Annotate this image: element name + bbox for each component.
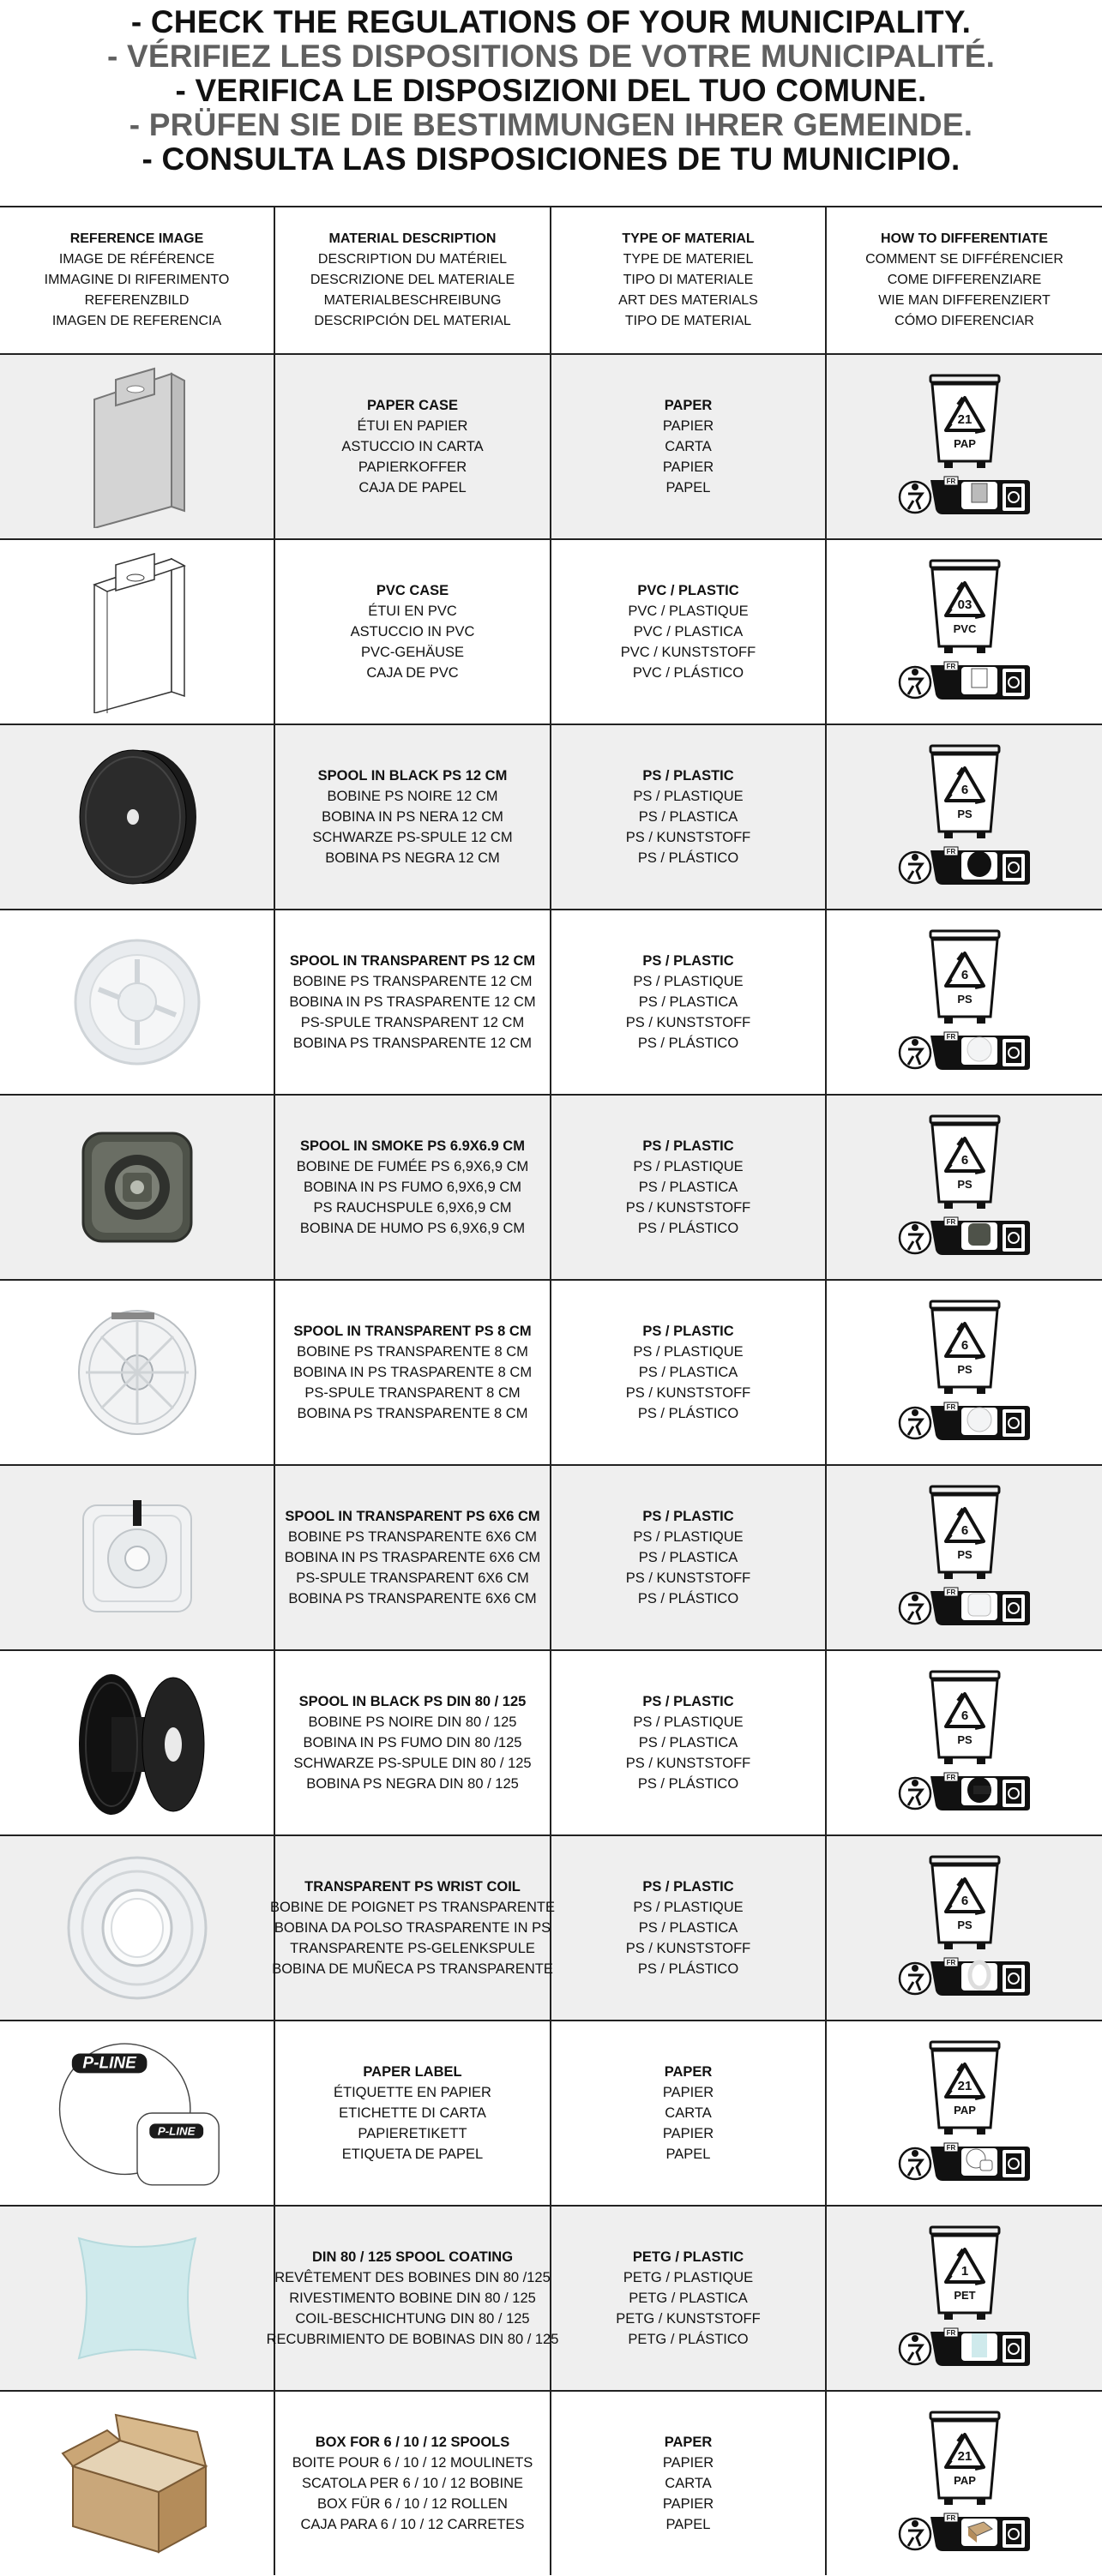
triman-sorting-icon bbox=[896, 1955, 1033, 2003]
material-type-text: PS / PLASTIC bbox=[642, 953, 734, 969]
how-to-differentiate-cell bbox=[827, 2021, 1102, 2205]
recycling-bin-icon bbox=[922, 2224, 1008, 2325]
triman-sorting-icon bbox=[896, 1584, 1033, 1633]
material-type-text: PS / KUNSTSTOFF bbox=[625, 1015, 751, 1030]
material-type-text: PAPER bbox=[664, 2064, 713, 2080]
material-description-cell bbox=[275, 355, 551, 538]
material-type-text: PVC / PLASTICA bbox=[633, 624, 744, 639]
svg-text:21: 21 bbox=[957, 2448, 972, 2464]
table-row bbox=[0, 2205, 1102, 2390]
material-type-text: PETG / PLASTIC bbox=[632, 2249, 744, 2265]
material-description-text: BOBINA DE HUMO PS 6,9X6,9 CM bbox=[299, 1221, 526, 1236]
material-type-text: PS / PLASTICA bbox=[638, 1735, 738, 1750]
material-type-text: PS / PLASTIQUE bbox=[633, 789, 744, 804]
material-description-cell bbox=[266, 2207, 559, 2390]
spool-coating-image bbox=[51, 2213, 223, 2384]
material-description-text: RIVESTIMENTO BOBINE DIN 80 / 125 bbox=[289, 2291, 536, 2306]
triman-sorting-icon bbox=[896, 1399, 1033, 1448]
paper-case-image bbox=[51, 361, 223, 532]
header-material-description bbox=[275, 207, 551, 353]
reference-image-cell bbox=[0, 355, 275, 538]
material-type-text: PS / PLASTIQUE bbox=[633, 1344, 744, 1360]
svg-text:6: 6 bbox=[960, 1522, 968, 1538]
reference-image-cell bbox=[0, 1651, 275, 1834]
material-type-text: PS / PLASTICA bbox=[638, 1180, 738, 1195]
header-text: TYPE DE MATERIEL bbox=[623, 252, 754, 267]
svg-text:FR: FR bbox=[946, 2143, 955, 2152]
recycling-bin-icon bbox=[922, 557, 1008, 658]
material-description-text: SPOOL IN BLACK PS DIN 80 / 125 bbox=[298, 1694, 527, 1709]
material-type-text: PAPIER bbox=[662, 2085, 714, 2100]
recycling-bin-icon bbox=[922, 1298, 1008, 1399]
material-type-text: PAPIER bbox=[662, 2455, 714, 2471]
material-type-cell bbox=[551, 725, 827, 909]
material-type-text: PS / PLASTIQUE bbox=[633, 1900, 744, 1915]
table-row bbox=[0, 909, 1102, 1094]
banner-line-it: - VERIFICA LE DISPOSIZIONI DEL TUO COMUNE. bbox=[175, 73, 927, 108]
triman-sorting-icon bbox=[896, 1029, 1033, 1078]
svg-text:PS: PS bbox=[956, 807, 973, 820]
material-description-text: BOBINA PS NEGRA DIN 80 / 125 bbox=[306, 1776, 519, 1792]
table-row bbox=[0, 2020, 1102, 2205]
material-description-text: BOBINA IN PS FUMO DIN 80 /125 bbox=[303, 1735, 522, 1750]
header-text: TYPE OF MATERIAL bbox=[622, 231, 755, 246]
material-description-text: DIN 80 / 125 SPOOL COATING bbox=[311, 2249, 514, 2265]
svg-text:FR: FR bbox=[946, 1032, 955, 1041]
svg-text:PAP: PAP bbox=[953, 2103, 976, 2117]
reference-image-cell bbox=[0, 1096, 275, 1279]
material-type-text: PS / PLÁSTICO bbox=[637, 1036, 739, 1051]
material-type-text: PAPEL bbox=[665, 2517, 711, 2532]
reference-image-cell bbox=[0, 540, 275, 724]
warning-banner bbox=[0, 0, 1102, 206]
svg-text:6: 6 bbox=[960, 1337, 968, 1353]
material-type-text: PS / PLASTIC bbox=[642, 1509, 734, 1524]
material-type-text: PS / PLÁSTICO bbox=[637, 1221, 739, 1236]
material-type-text: PAPIER bbox=[662, 2126, 714, 2141]
how-to-differentiate-cell bbox=[827, 540, 1102, 724]
material-type-text: PS / PLÁSTICO bbox=[637, 1776, 739, 1792]
recycling-bin-icon bbox=[922, 928, 1008, 1029]
material-description-cell bbox=[275, 2392, 551, 2575]
material-description-text: BOBINE DE FUMÉE PS 6,9X6,9 CM bbox=[296, 1159, 529, 1174]
svg-text:FR: FR bbox=[946, 662, 955, 670]
header-text: MATERIAL DESCRIPTION bbox=[328, 231, 497, 246]
material-description-text: PS-SPULE TRANSPARENT 8 CM bbox=[304, 1385, 521, 1401]
svg-text:PS: PS bbox=[956, 1547, 973, 1561]
material-type-text: PS / PLASTIQUE bbox=[633, 1529, 744, 1545]
material-type-text: PS / PLASTIC bbox=[642, 1324, 734, 1339]
svg-text:FR: FR bbox=[946, 1402, 955, 1411]
material-type-cell bbox=[551, 1096, 827, 1279]
material-type-text: PAPIER bbox=[662, 418, 714, 434]
recycling-table bbox=[0, 206, 1102, 2575]
header-how-to-differentiate bbox=[827, 207, 1102, 353]
material-description-text: PAPER CASE bbox=[366, 398, 459, 413]
recycling-bin-icon bbox=[922, 1483, 1008, 1584]
svg-text:6: 6 bbox=[960, 1893, 968, 1908]
header-text: DESCRIPTION DU MATÉRIEL bbox=[317, 252, 508, 267]
material-type-cell bbox=[551, 1281, 827, 1464]
svg-text:FR: FR bbox=[946, 477, 955, 485]
material-type-text: PS / KUNSTSTOFF bbox=[625, 830, 751, 845]
triman-sorting-icon bbox=[896, 844, 1033, 892]
svg-text:PAP: PAP bbox=[953, 436, 976, 450]
header-reference-image bbox=[0, 207, 275, 353]
how-to-differentiate-cell bbox=[827, 1466, 1102, 1649]
svg-text:P-LINE: P-LINE bbox=[157, 2124, 196, 2138]
material-type-text: PS / PLÁSTICO bbox=[637, 1406, 739, 1421]
material-type-text: PS / KUNSTSTOFF bbox=[625, 1200, 751, 1216]
recycling-bin-icon bbox=[922, 1113, 1008, 1214]
how-to-differentiate-cell bbox=[827, 1651, 1102, 1834]
material-description-text: BOBINA PS NEGRA 12 CM bbox=[325, 850, 500, 866]
material-description-text: ETIQUETA DE PAPEL bbox=[341, 2147, 484, 2162]
header-text: IMAGEN DE REFERENCIA bbox=[51, 314, 222, 328]
svg-text:FR: FR bbox=[946, 2513, 955, 2522]
triman-sorting-icon bbox=[896, 1769, 1033, 1818]
material-type-text: PS / PLASTIC bbox=[642, 1879, 734, 1894]
material-type-text: PAPEL bbox=[665, 480, 711, 495]
svg-text:FR: FR bbox=[946, 1958, 955, 1967]
spool-black-image bbox=[51, 731, 223, 903]
spool-transparent-12-image bbox=[51, 916, 223, 1088]
recycling-bin-icon bbox=[922, 742, 1008, 844]
material-type-text: CARTA bbox=[665, 2476, 712, 2491]
material-type-text: PS / PLASTICA bbox=[638, 809, 738, 825]
brand-logo-large bbox=[71, 2053, 147, 2073]
how-to-differentiate-cell bbox=[827, 725, 1102, 909]
material-description-cell bbox=[275, 540, 551, 724]
header-text: DESCRIZIONE DEL MATERIALE bbox=[310, 273, 515, 287]
material-description-cell bbox=[275, 725, 551, 909]
material-type-cell bbox=[551, 2021, 827, 2205]
svg-text:03: 03 bbox=[957, 597, 972, 612]
material-description-text: PAPER LABEL bbox=[363, 2064, 462, 2080]
material-description-text: SCATOLA PER 6 / 10 / 12 BOBINE bbox=[301, 2476, 523, 2491]
triman-sorting-icon bbox=[896, 473, 1033, 522]
svg-text:PS: PS bbox=[956, 992, 973, 1006]
material-description-text: SCHWARZE PS-SPULE DIN 80 / 125 bbox=[293, 1756, 532, 1771]
header-text: COME DIFFERENZIARE bbox=[887, 273, 1042, 287]
material-description-text: BOITE POUR 6 / 10 / 12 MOULINETS bbox=[292, 2455, 533, 2471]
material-description-cell bbox=[275, 1281, 551, 1464]
material-type-text: PAPIER bbox=[662, 459, 714, 475]
table-row bbox=[0, 1834, 1102, 2020]
material-description-text: SPOOL IN TRANSPARENT PS 6X6 CM bbox=[285, 1509, 540, 1524]
material-type-text: PS / KUNSTSTOFF bbox=[625, 1385, 751, 1401]
material-type-cell bbox=[551, 2392, 827, 2575]
banner-line-en: - CHECK THE REGULATIONS OF YOUR MUNICIPALITY. bbox=[130, 4, 972, 39]
material-description-cell bbox=[275, 1096, 551, 1279]
material-type-text: PS / PLASTICA bbox=[638, 1550, 738, 1565]
header-type-of-material bbox=[551, 207, 827, 353]
header-text: COMMENT SE DIFFÉRENCIER bbox=[865, 252, 1063, 267]
paper-label-image bbox=[51, 2027, 223, 2199]
table-row bbox=[0, 1094, 1102, 1279]
spool-smoke-image bbox=[51, 1102, 223, 1273]
material-type-text: PETG / KUNSTSTOFF bbox=[616, 2311, 761, 2327]
svg-text:6: 6 bbox=[960, 782, 968, 797]
material-description-text: BOBINE PS NOIRE 12 CM bbox=[327, 789, 498, 804]
material-description-text: SPOOL IN TRANSPARENT PS 12 CM bbox=[289, 953, 536, 969]
material-description-text: TRANSPARENTE PS-GELENKSPULE bbox=[290, 1941, 535, 1956]
svg-text:1: 1 bbox=[960, 2263, 968, 2279]
banner-line-fr: - VÉRIFIEZ LES DISPOSITIONS DE VOTRE MUNICIPALITÉ. bbox=[106, 39, 996, 74]
reference-image-cell bbox=[0, 1836, 275, 2020]
material-description-text: BOBINA IN PS NERA 12 CM bbox=[322, 809, 503, 825]
material-type-text: PVC / PLÁSTICO bbox=[632, 665, 744, 681]
material-description-text: PS-SPULE TRANSPARENT 6X6 CM bbox=[296, 1570, 529, 1586]
header-text: IMAGE DE RÉFÉRENCE bbox=[58, 252, 215, 267]
material-type-text: PS / PLASTIQUE bbox=[633, 974, 744, 989]
material-description-text: BOBINA PS TRANSPARENTE 8 CM bbox=[297, 1406, 528, 1421]
material-description-text: CAJA DE PVC bbox=[366, 665, 459, 681]
material-type-cell bbox=[551, 540, 827, 724]
spool-transparent-6x6-image bbox=[51, 1472, 223, 1643]
material-type-cell bbox=[551, 355, 827, 538]
material-description-cell bbox=[275, 1651, 551, 1834]
material-description-text: ÉTUI EN PAPIER bbox=[357, 418, 468, 434]
triman-sorting-icon bbox=[896, 2510, 1033, 2559]
svg-text:6: 6 bbox=[960, 967, 968, 982]
material-description-text: CAJA PARA 6 / 10 / 12 CARRETES bbox=[300, 2517, 525, 2532]
material-type-cell bbox=[551, 1466, 827, 1649]
material-description-cell bbox=[275, 910, 551, 1094]
material-description-cell bbox=[275, 1466, 551, 1649]
material-description-text: BOBINA PS TRANSPARENTE 6X6 CM bbox=[288, 1591, 537, 1606]
how-to-differentiate-cell bbox=[827, 2207, 1102, 2390]
material-type-text: CARTA bbox=[665, 439, 712, 454]
header-text: IMMAGINE DI RIFERIMENTO bbox=[44, 273, 230, 287]
material-type-text: PS / KUNSTSTOFF bbox=[625, 1756, 751, 1771]
material-description-text: ETICHETTE DI CARTA bbox=[339, 2105, 486, 2121]
material-description-text: COIL-BESCHICHTUNG DIN 80 / 125 bbox=[295, 2311, 530, 2327]
reference-image-cell bbox=[0, 2392, 275, 2575]
recycling-bin-icon bbox=[922, 1668, 1008, 1769]
table-row bbox=[0, 353, 1102, 538]
spool-din-black-image bbox=[51, 1657, 223, 1828]
how-to-differentiate-cell bbox=[827, 355, 1102, 538]
header-text: ART DES MATERIALS bbox=[618, 293, 758, 308]
material-description-text: BOBINA IN PS TRASPARENTE 12 CM bbox=[289, 994, 536, 1010]
material-description-text: BOX FOR 6 / 10 / 12 SPOOLS bbox=[315, 2435, 510, 2450]
recycling-bin-icon bbox=[922, 2409, 1008, 2510]
material-description-text: TRANSPARENT PS WRIST COIL bbox=[304, 1879, 521, 1894]
material-description-cell bbox=[275, 2021, 551, 2205]
table-row bbox=[0, 1464, 1102, 1649]
material-type-text: PS / PLÁSTICO bbox=[637, 1961, 739, 1977]
material-type-text: PS / PLÁSTICO bbox=[637, 850, 739, 866]
svg-text:PS: PS bbox=[956, 1177, 973, 1191]
header-text: TIPO DE MATERIAL bbox=[624, 314, 752, 328]
material-description-text: SCHWARZE PS-SPULE 12 CM bbox=[312, 830, 513, 845]
wrist-coil-image bbox=[51, 1842, 223, 2014]
material-type-text: PETG / PLÁSTICO bbox=[628, 2332, 749, 2347]
pvc-case-image bbox=[51, 546, 223, 718]
material-description-text: BOBINA IN PS TRASPARENTE 8 CM bbox=[292, 1365, 533, 1380]
brand-logo-small bbox=[149, 2123, 203, 2138]
material-type-text: PS / PLASTIC bbox=[642, 1138, 734, 1154]
material-type-text: PS / PLASTICA bbox=[638, 1920, 738, 1936]
material-description-text: BOBINA DA POLSO TRASPARENTE IN PS bbox=[274, 1920, 551, 1936]
table-header-row bbox=[0, 206, 1102, 353]
svg-text:FR: FR bbox=[946, 1217, 955, 1226]
material-description-text: BOBINA PS TRANSPARENTE 12 CM bbox=[292, 1036, 533, 1051]
material-description-text: BOBINA IN PS TRASPARENTE 6X6 CM bbox=[284, 1550, 541, 1565]
header-text: TIPO DI MATERIALE bbox=[623, 273, 754, 287]
material-type-text: PS / PLASTIQUE bbox=[633, 1159, 744, 1174]
how-to-differentiate-cell bbox=[827, 910, 1102, 1094]
svg-text:PAP: PAP bbox=[953, 2473, 976, 2487]
material-type-text: PETG / PLASTICA bbox=[629, 2291, 748, 2306]
reference-image-cell bbox=[0, 1281, 275, 1464]
reference-image-cell bbox=[0, 725, 275, 909]
svg-text:21: 21 bbox=[957, 411, 972, 427]
svg-text:P-LINE: P-LINE bbox=[81, 2054, 136, 2073]
material-type-cell bbox=[551, 910, 827, 1094]
material-description-text: BOBINA IN PS FUMO 6,9X6,9 CM bbox=[304, 1180, 521, 1195]
table-row bbox=[0, 724, 1102, 909]
material-description-text: BOBINA DE MUÑECA PS TRANSPARENTE bbox=[272, 1961, 553, 1977]
material-type-text: PS / PLASTIC bbox=[642, 1694, 734, 1709]
reference-image-cell bbox=[0, 2207, 275, 2390]
material-type-text: PAPER bbox=[664, 398, 713, 413]
material-description-text: RECUBRIMIENTO DE BOBINAS DIN 80 / 125 bbox=[266, 2332, 559, 2347]
material-type-cell bbox=[551, 1836, 827, 2020]
header-text: DESCRIPCIÓN DEL MATERIAL bbox=[314, 314, 511, 328]
table-row bbox=[0, 1649, 1102, 1834]
material-type-cell bbox=[551, 2207, 827, 2390]
material-description-text: PVC CASE bbox=[376, 583, 449, 598]
box-image bbox=[51, 2398, 223, 2569]
material-type-text: PVC / PLASTIC bbox=[637, 583, 739, 598]
material-description-text: BOBINE PS TRANSPARENTE 12 CM bbox=[292, 974, 533, 989]
reference-image-cell bbox=[0, 910, 275, 1094]
svg-text:6: 6 bbox=[960, 1152, 968, 1168]
banner-line-es: - CONSULTA LAS DISPOSICIONES DE TU MUNICIPIO. bbox=[142, 141, 960, 177]
material-description-text: ASTUCCIO IN CARTA bbox=[341, 439, 484, 454]
material-type-text: PAPER bbox=[664, 2435, 713, 2450]
svg-text:FR: FR bbox=[946, 847, 955, 856]
banner-line-de: - PRÜFEN SIE DIE BESTIMMUNGEN IHRER GEMEINDE. bbox=[129, 107, 973, 142]
material-type-text: CARTA bbox=[665, 2105, 712, 2121]
triman-sorting-icon bbox=[896, 1214, 1033, 1263]
header-text: REFERENZBILD bbox=[84, 293, 190, 308]
svg-text:PVC: PVC bbox=[953, 621, 976, 635]
material-description-text: PAPIERETIKETT bbox=[358, 2126, 467, 2141]
reference-image-cell bbox=[0, 1466, 275, 1649]
how-to-differentiate-cell bbox=[827, 1836, 1102, 2020]
svg-text:PS: PS bbox=[956, 1918, 973, 1931]
triman-sorting-icon bbox=[896, 658, 1033, 707]
material-description-text: ÉTUI EN PVC bbox=[368, 603, 457, 619]
material-type-cell bbox=[551, 1651, 827, 1834]
material-description-text: BOBINE PS TRANSPARENTE 8 CM bbox=[297, 1344, 528, 1360]
material-description-text: BOBINE DE POIGNET PS TRANSPARENTE bbox=[270, 1900, 555, 1915]
material-type-text: PS / PLASTICA bbox=[638, 994, 738, 1010]
material-type-text: PS / KUNSTSTOFF bbox=[625, 1570, 751, 1586]
triman-sorting-icon bbox=[896, 2140, 1033, 2189]
how-to-differentiate-cell bbox=[827, 1281, 1102, 1464]
material-type-text: PVC / KUNSTSTOFF bbox=[620, 645, 756, 660]
material-type-text: PS / KUNSTSTOFF bbox=[625, 1941, 751, 1956]
material-description-text: PS-SPULE TRANSPARENT 12 CM bbox=[300, 1015, 525, 1030]
header-text: HOW TO DIFFERENTIATE bbox=[881, 231, 1048, 246]
svg-text:21: 21 bbox=[957, 2078, 972, 2093]
recycling-bin-icon bbox=[922, 372, 1008, 473]
material-description-text: PS RAUCHSPULE 6,9X6,9 CM bbox=[313, 1200, 512, 1216]
triman-sorting-icon bbox=[896, 2325, 1033, 2374]
material-type-text: PS / PLASTIQUE bbox=[633, 1714, 744, 1730]
how-to-differentiate-cell bbox=[827, 2392, 1102, 2575]
material-description-text: BOX FÜR 6 / 10 / 12 ROLLEN bbox=[317, 2496, 508, 2512]
recycling-bin-icon bbox=[922, 2039, 1008, 2140]
material-description-text: CAJA DE PAPEL bbox=[358, 480, 467, 495]
material-type-text: PS / PLASTICA bbox=[638, 1365, 738, 1380]
material-type-text: PAPEL bbox=[665, 2147, 711, 2162]
material-description-text: PVC-GEHÄUSE bbox=[360, 645, 465, 660]
material-type-text: PS / PLÁSTICO bbox=[637, 1591, 739, 1606]
material-description-text: REVÊTEMENT DES BOBINES DIN 80 /125 bbox=[274, 2270, 551, 2285]
material-type-text: PS / PLASTIC bbox=[642, 768, 734, 784]
material-description-text: ÉTIQUETTE EN PAPIER bbox=[334, 2085, 491, 2100]
header-text: CÓMO DIFERENCIAR bbox=[894, 314, 1034, 328]
material-description-text: ASTUCCIO IN PVC bbox=[350, 624, 475, 639]
header-text: WIE MAN DIFFERENZIERT bbox=[878, 293, 1051, 308]
table-row bbox=[0, 538, 1102, 724]
svg-text:FR: FR bbox=[946, 1773, 955, 1781]
how-to-differentiate-cell bbox=[827, 1096, 1102, 1279]
material-description-cell bbox=[270, 1836, 555, 2020]
table-row bbox=[0, 1279, 1102, 1464]
material-description-text: BOBINE PS TRANSPARENTE 6X6 CM bbox=[287, 1529, 538, 1545]
material-description-text: SPOOL IN BLACK PS 12 CM bbox=[317, 768, 508, 784]
recycling-bin-icon bbox=[922, 1853, 1008, 1955]
table-row bbox=[0, 2390, 1102, 2575]
header-text: REFERENCE IMAGE bbox=[69, 231, 204, 246]
header-text: MATERIALBESCHREIBUNG bbox=[323, 293, 502, 308]
material-type-text: PETG / PLASTIQUE bbox=[623, 2270, 754, 2285]
material-description-text: PAPIERKOFFER bbox=[358, 459, 467, 475]
svg-text:PS: PS bbox=[956, 1362, 973, 1376]
svg-text:FR: FR bbox=[946, 1588, 955, 1596]
material-type-text: PAPIER bbox=[662, 2496, 714, 2512]
material-description-text: SPOOL IN SMOKE PS 6.9X6.9 CM bbox=[300, 1138, 525, 1154]
svg-text:FR: FR bbox=[946, 2328, 955, 2337]
material-description-text: BOBINE PS NOIRE DIN 80 / 125 bbox=[308, 1714, 517, 1730]
reference-image-cell bbox=[0, 2021, 275, 2205]
svg-text:PS: PS bbox=[956, 1732, 973, 1746]
material-type-text: PVC / PLASTIQUE bbox=[628, 603, 749, 619]
material-description-text: SPOOL IN TRANSPARENT PS 8 CM bbox=[293, 1324, 532, 1339]
svg-text:6: 6 bbox=[960, 1708, 968, 1723]
svg-text:PET: PET bbox=[953, 2288, 976, 2302]
spool-transparent-8-image bbox=[51, 1287, 223, 1458]
